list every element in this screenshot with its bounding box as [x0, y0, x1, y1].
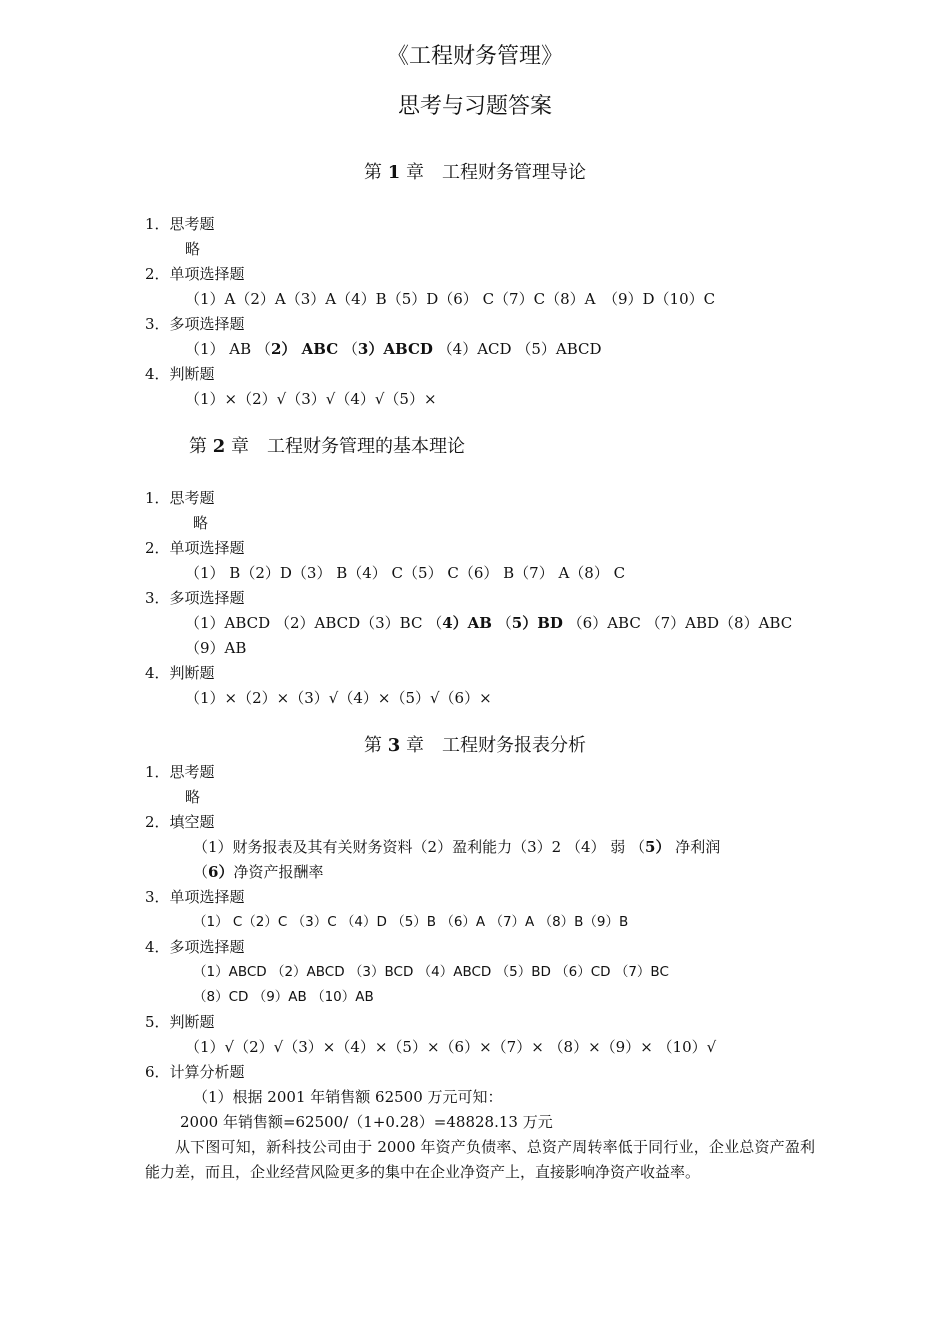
chapter-2-answers: [145, 486, 815, 711]
chapter-3-heading: 第 3 章 工程财务报表分析: [364, 735, 586, 756]
answer-text: （1） C（2）C （3）C （4）D （5）B （6）A （7）A （8）B（9）B: [193, 914, 629, 930]
question-label: 6．计算分析题: [145, 1063, 245, 1081]
question-label: 4．判断题: [145, 664, 215, 682]
answer-text: （1）√（2）√（3）×（4）×（5）×（6）×（7）× （8）×（9）× （10）√: [185, 1038, 717, 1056]
answer-text: （9）AB: [185, 639, 247, 657]
answer-text: （8）CD （9）AB （10）AB: [193, 989, 374, 1005]
answer-text: （1）财务报表及其有关财务资料（2）盈利能力（3）2 （4） 弱 （5） 净利润: [193, 838, 721, 856]
document-title: 《工程财务管理》: [386, 44, 563, 69]
question-label: 3．多项选择题: [145, 589, 245, 607]
question-label: 3．多项选择题: [145, 315, 245, 333]
question-label: 2．单项选择题: [145, 265, 245, 283]
question-label: 4．判断题: [145, 365, 215, 383]
question-label: 1．思考题: [145, 763, 215, 781]
answer-text: （1） AB （2） ABC （3）ABCD （4）ACD （5）ABCD: [185, 340, 602, 358]
analysis-paragraph: 从下图可知，新科技公司由于 2000 年资产负债率、总资产周转率低于同行业，企业总资产盈利能力差，而且，企业经营风险更多的集中在企业净资产上，直接影响净资产收益率。: [145, 1138, 815, 1181]
answer-text: （1）×（2）×（3）√（4）×（5）√（6）×: [185, 689, 492, 707]
question-label: 3．单项选择题: [145, 888, 245, 906]
answer-text: （1）A（2）A（3）A（4）B（5）D（6） C（7）C（8）A （9）D（10）C: [185, 290, 716, 308]
answer-text: 略: [185, 240, 201, 258]
chapter-1-answers: [145, 212, 815, 412]
answer-text: 2000 年销售额=62500/（1+0.28）=48828.13 万元: [180, 1113, 553, 1131]
answer-text: （1）根据 2001 年销售额 62500 万元可知：: [193, 1088, 503, 1106]
document-subtitle: 思考与习题答案: [397, 94, 552, 119]
answer-text: 略: [193, 514, 209, 532]
question-label: 2．填空题: [145, 813, 215, 831]
answer-text: （6）净资产报酬率: [193, 863, 324, 881]
answer-text: （1）ABCD （2）ABCD（3）BC （4）AB （5）BD （6）ABC （7）ABD（8）ABC: [185, 614, 793, 632]
chapter-3-answers: [145, 760, 815, 1185]
answer-text: （1）ABCD （2）ABCD （3）BCD （4）ABCD （5）BD （6）CD （7）BC: [193, 964, 669, 980]
question-label: 1．思考题: [145, 489, 215, 507]
chapter-1-heading: 第 1 章 工程财务管理导论: [364, 162, 586, 183]
answer-text: （1） B（2）D（3） B（4） C（5） C（6） B（7） A（8） C: [185, 564, 626, 582]
question-label: 1．思考题: [145, 215, 215, 233]
chapter-2-heading: 第 2 章 工程财务管理的基本理论: [189, 436, 465, 457]
question-label: 5．判断题: [145, 1013, 215, 1031]
question-label: 2．单项选择题: [145, 539, 245, 557]
answer-text: （1）×（2）√（3）√（4）√（5）×: [185, 390, 437, 408]
question-label: 4．多项选择题: [145, 938, 245, 956]
answer-text: 略: [185, 788, 201, 806]
